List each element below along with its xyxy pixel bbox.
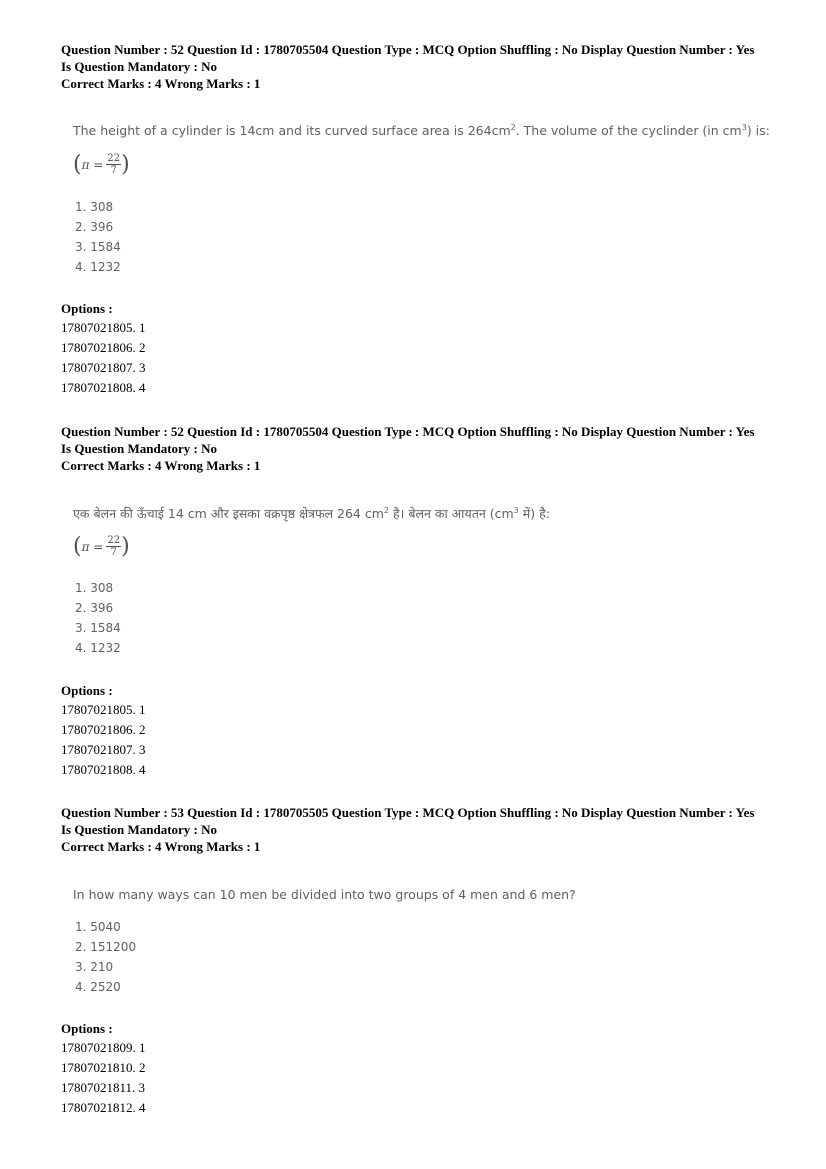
pi-formula: ( π = $\frac{22}{7}$ ) xyxy=(73,151,130,177)
question-meta-line: Question Number : 52 Question Id : 1780705504 Question Type : MCQ Option Shuffling : No Display Question Number : Yes xyxy=(61,424,755,439)
option-id: 17807021805. 1 xyxy=(61,702,146,717)
question-meta-line: Question Number : 53 Question Id : 1780705505 Question Type : MCQ Option Shuffling : No Display Question Number : Yes xyxy=(61,805,755,820)
question-marks-line: Correct Marks : 4 Wrong Marks : 1 xyxy=(61,839,261,854)
option-id: 17807021808. 4 xyxy=(61,762,146,777)
answer-choice: 3. 1584 xyxy=(75,621,121,635)
question-stem: The height of a cylinder is 14cm and its curved surface area is $264cm^2$. The volume of the cyclinder (in $cm^3$) is: xyxy=(73,123,770,139)
option-id: 17807021812. 4 xyxy=(61,1100,146,1115)
pi-formula: ( π = $\frac{22}{7}$ ) xyxy=(73,533,130,559)
pi-fraction: $\frac{22}{7}$ xyxy=(107,535,121,558)
answer-choices xyxy=(75,917,136,997)
question-stem: In how many ways can 10 men be divided into two groups of 4 men and 6 men? xyxy=(73,887,576,902)
pi-label: π = xyxy=(81,157,104,172)
question-mandatory-line: Is Question Mandatory : No xyxy=(61,441,218,456)
pi-label: π = xyxy=(81,539,104,554)
option-id-list xyxy=(61,318,146,398)
option-id: 17807021810. 2 xyxy=(61,1060,146,1075)
pi-fraction: $\frac{22}{7}$ xyxy=(107,153,121,176)
options-title: Options : xyxy=(61,683,113,698)
option-id: 17807021811. 3 xyxy=(61,1080,146,1095)
answer-choice: 2. 151200 xyxy=(75,940,137,954)
answer-choices xyxy=(75,578,121,658)
option-id: 17807021807. 3 xyxy=(61,742,146,757)
option-id: 17807021806. 2 xyxy=(61,722,146,737)
answer-choice: 3. 210 xyxy=(75,960,114,974)
answer-choice: 4. 1232 xyxy=(75,260,121,274)
answer-choice: 4. 1232 xyxy=(75,641,121,655)
question-block xyxy=(61,423,781,783)
question-meta-line: Question Number : 52 Question Id : 1780705504 Question Type : MCQ Option Shuffling : No Display Question Number : Yes xyxy=(61,42,755,57)
question-stem: एक बेलन की ऊँचाई 14 cm और इसका वक्रपृष्ठ क्षेत्रफल 264 $cm^2$ है। बेलन का आयतन ($cm^3$ में) है: xyxy=(73,505,550,521)
option-id: 17807021809. 1 xyxy=(61,1040,146,1055)
options-title: Options : xyxy=(61,301,113,316)
question-mandatory-line: Is Question Mandatory : No xyxy=(61,822,218,837)
question-block xyxy=(61,41,781,401)
option-id: 17807021807. 3 xyxy=(61,360,146,375)
options-title: Options : xyxy=(61,1021,113,1036)
answer-choice: 1. 308 xyxy=(75,581,114,595)
answer-choice: 3. 1584 xyxy=(75,240,121,254)
answer-choice: 4. 2520 xyxy=(75,980,121,994)
option-id: 17807021808. 4 xyxy=(61,380,146,395)
question-mandatory-line: Is Question Mandatory : No xyxy=(61,59,218,74)
option-id: 17807021806. 2 xyxy=(61,340,146,355)
answer-choice: 2. 396 xyxy=(75,601,114,615)
answer-choice: 2. 396 xyxy=(75,220,114,234)
option-id-list xyxy=(61,1038,146,1118)
question-marks-line: Correct Marks : 4 Wrong Marks : 1 xyxy=(61,458,261,473)
question-marks-line: Correct Marks : 4 Wrong Marks : 1 xyxy=(61,76,261,91)
answer-choices xyxy=(75,197,121,277)
question-block xyxy=(61,804,781,1124)
option-id-list xyxy=(61,700,146,780)
option-id: 17807021805. 1 xyxy=(61,320,146,335)
answer-choice: 1. 308 xyxy=(75,200,114,214)
answer-choice: 1. 5040 xyxy=(75,920,121,934)
